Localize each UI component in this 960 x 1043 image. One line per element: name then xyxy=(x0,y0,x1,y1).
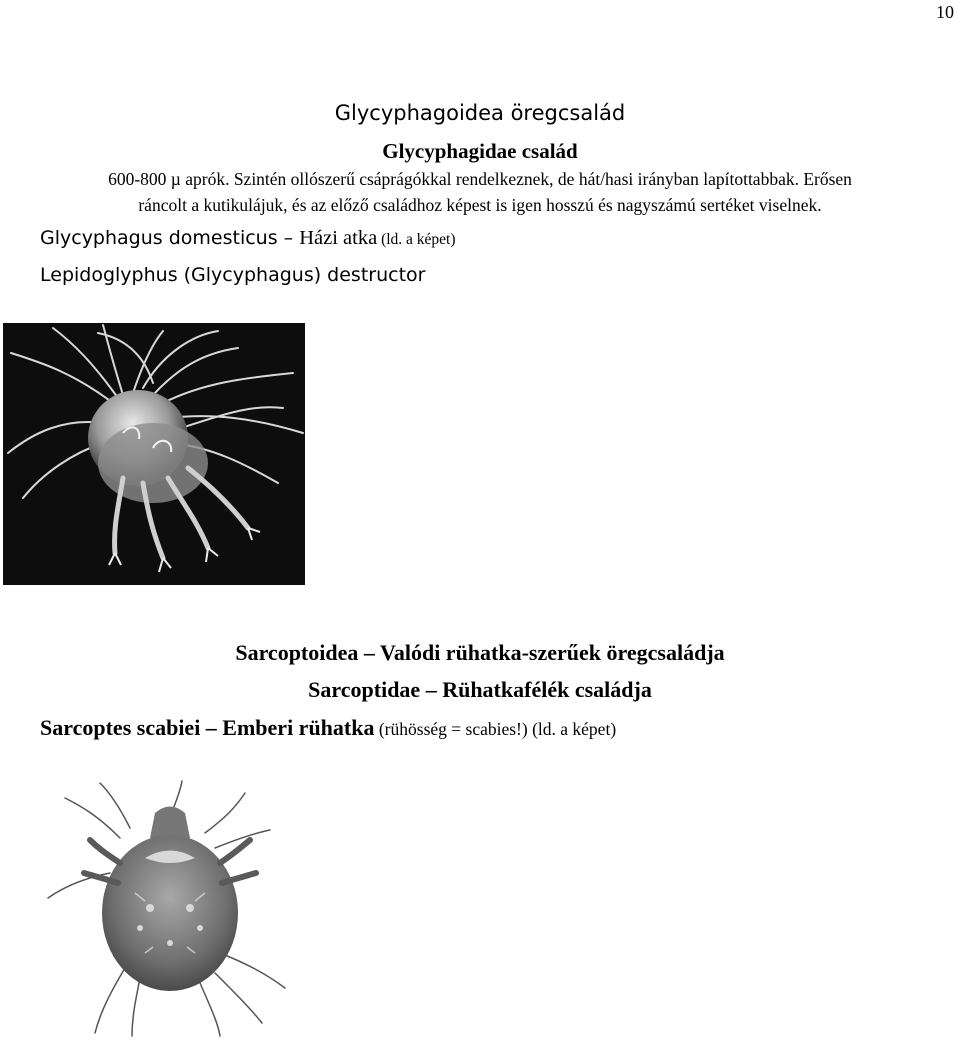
house-mite-illustration xyxy=(3,323,305,585)
species-dash: – xyxy=(277,227,300,249)
species-latin-name: Glycyphagus domesticus xyxy=(40,227,278,249)
species-lepidoglyphus-destructor: Lepidoglyphus (Glycyphagus) destructor xyxy=(40,264,426,286)
species-name: Sarcoptes scabiei – Emberi rühatka xyxy=(40,715,375,740)
species-glycyphagus-domesticus xyxy=(40,227,456,250)
species-note: (rühösség = scabies!) (ld. a képet) xyxy=(374,719,617,739)
species-note: (ld. a képet) xyxy=(377,231,456,248)
superfamily-heading-sarcoptoidea: Sarcoptoidea – Valódi rühatka-szerűek öregcsaládja xyxy=(235,640,725,665)
family-heading-sarcoptidae: Sarcoptidae – Rühatkafélék családja xyxy=(308,677,652,702)
scabies-mite-illustration xyxy=(40,778,300,1038)
family-heading-glycyphagidae: Glycyphagidae család xyxy=(382,139,578,163)
species-common-name: Házi atka xyxy=(299,227,378,249)
species-sarcoptes-scabiei xyxy=(40,715,616,741)
description-line-1: 600-800 µ aprók. Szintén ollószerű csáprágókkal rendelkeznek, de hát/hasi irányban lapítottabbak. Erősen xyxy=(108,169,852,189)
page-number: 10 xyxy=(936,2,954,22)
house-mite-photo xyxy=(3,323,305,585)
scabies-mite-photo xyxy=(40,778,300,1038)
superfamily-heading-glycyphagoidea: Glycyphagoidea öregcsalád xyxy=(334,101,626,125)
description-line-2: ráncolt a kutikulájuk, és az előző családhoz képest is igen hosszú és nagyszámú sertéket viselnek. xyxy=(138,195,822,215)
